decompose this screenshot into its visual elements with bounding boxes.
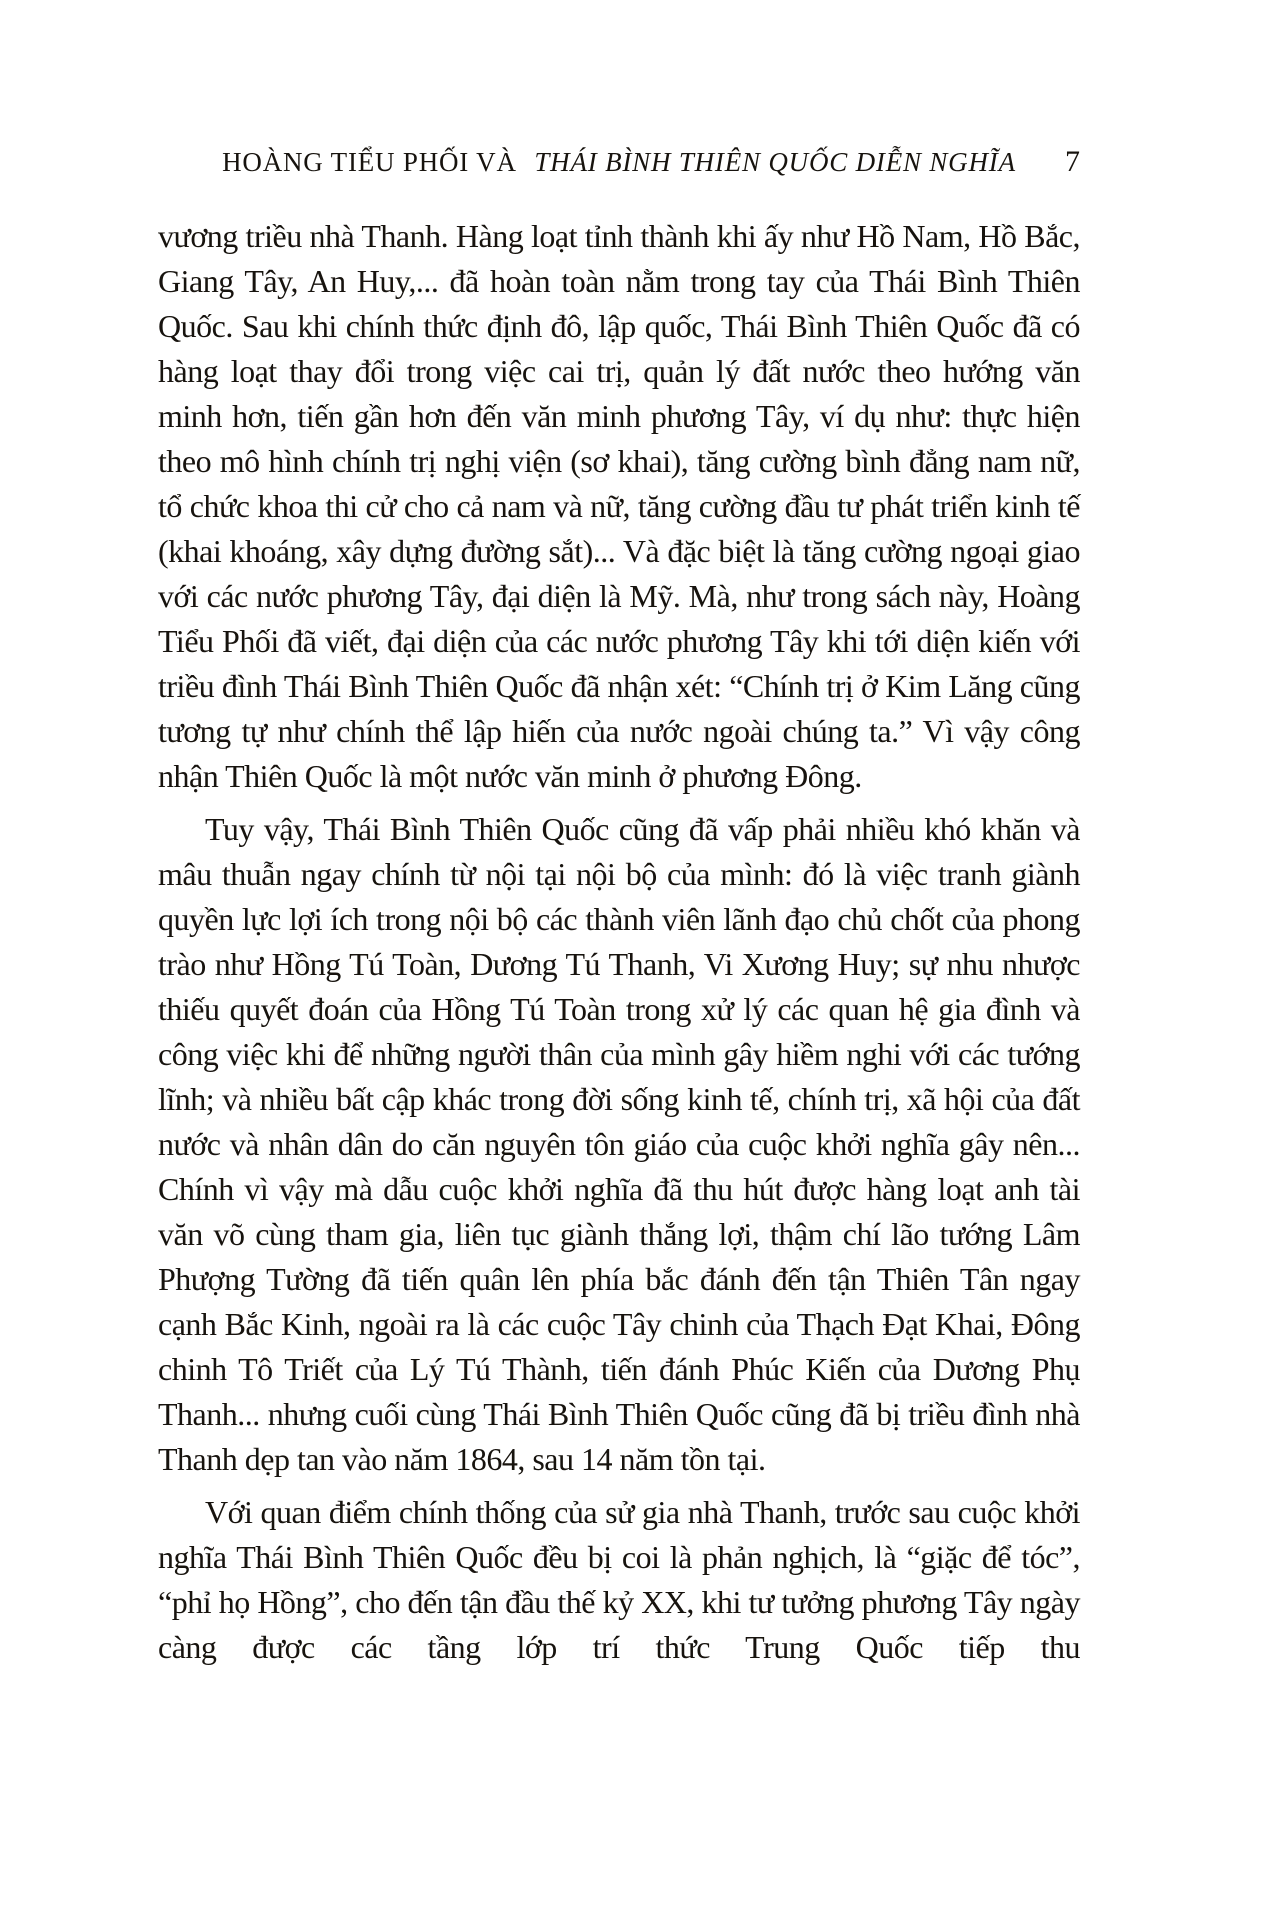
page-number: 7 [1065,145,1080,178]
body-text [158,214,1080,1670]
paragraph: Tuy vậy, Thái Bình Thiên Quốc cũng đã vấp phải nhiều khó khăn và mâu thuẫn ngay chính từ nội tại nội bộ của mình: đó là việc tranh giành quyền lực lợi ích trong nội bộ các thành viên lãnh đạo chủ chốt của phong trào như Hồng Tú Toàn, Dương Tú Thanh, Vi Xương Huy; sự nhu nhược thiếu quyết đoán của Hồng Tú Toàn trong xử lý các quan hệ gia đình và công việc khi để những người thân của mình gây hiềm nghi với các tướng lĩnh; và nhiều bất cập khác trong đời sống kinh tế, chính trị, xã hội của đất nước và nhân dân do căn nguyên tôn giáo của cuộc khởi nghĩa gây nên... Chính vì vậy mà dẫu cuộc khởi nghĩa đã thu hút được hàng loạt anh tài văn võ cùng tham gia, liên tục giành thắng lợi, thậm chí lão tướng Lâm Phượng Tường đã tiến quân lên phía bắc đánh đến tận Thiên Tân ngay cạnh Bắc Kinh, ngoài ra là các cuộc Tây chinh của Thạch Đạt Khai, Đông chinh Tô Triết của Lý Tú Thành, tiến đánh Phúc Kiến của Dương Phụ Thanh... nhưng cuối cùng Thái Bình Thiên Quốc cũng đã bị triều đình nhà Thanh dẹp tan vào năm 1864, sau 14 năm tồn tại. [158,811,1080,1477]
running-header-book-title: THÁI BÌNH THIÊN QUỐC DIỄN NGHĨA [534,147,1016,177]
paragraph-continued: vương triều nhà Thanh. Hàng loạt tỉnh thành khi ấy như Hồ Nam, Hồ Bắc, Giang Tây, An Huy,... đã hoàn toàn nằm trong tay của Thái Bình Thiên Quốc. Sau khi chính thức định đô, lập quốc, Thái Bình Thiên Quốc đã có hàng loạt thay đổi trong việc cai trị, quản lý đất nước theo hướng văn minh hơn, tiến gần hơn đến văn minh phương Tây, ví dụ như: thực hiện theo mô hình chính trị nghị viện (sơ khai), tăng cường bình đẳng nam nữ, tổ chức khoa thi cử cho cả nam và nữ, tăng cường đầu tư phát triển kinh tế (khai khoáng, xây dựng đường sắt)... Và đặc biệt là tăng cường ngoại giao với các nước phương Tây, đại diện là Mỹ. Mà, như trong sách này, Hoàng Tiểu Phối đã viết, đại diện của các nước phương Tây khi tới diện kiến với triều đình Thái Bình Thiên Quốc đã nhận xét: “Chính trị ở Kim Lăng cũng tương tự như chính thể lập hiến của nước ngoài chúng ta.” Vì vậy công nhận Thiên Quốc là một nước văn minh ở phương Đông. [158,218,1080,794]
running-header-author: HOÀNG TIỂU PHỐI VÀ [222,147,517,177]
running-header [158,142,1080,182]
paragraph-continues-next-page: Với quan điểm chính thống của sử gia nhà Thanh, trước sau cuộc khởi nghĩa Thái Bình Thiên Quốc đều bị coi là phản nghịch, là “giặc để tóc”, “phỉ họ Hồng”, cho đến tận đầu thế kỷ XX, khi tư tưởng phương Tây ngày càng được các tầng lớp trí thức Trung Quốc tiếp thu [158,1494,1080,1665]
